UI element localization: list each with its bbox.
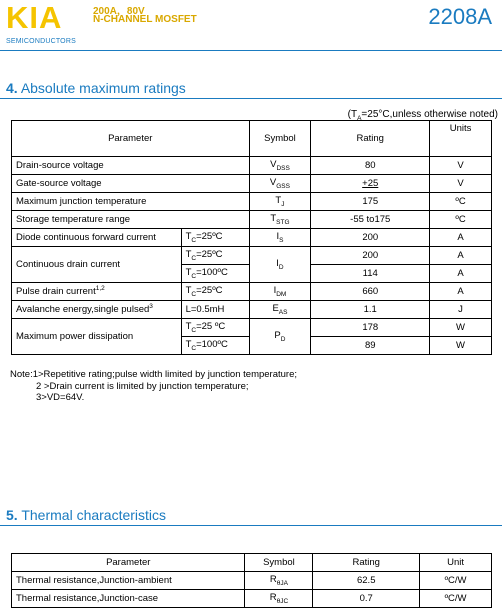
table-row: $T_C=100ºC$ 114 A bbox=[12, 265, 492, 283]
table-row: Diode continuous forward current $T_C=25ºC$ $I_S$ 200 A bbox=[12, 229, 492, 247]
absolute-max-ratings-table bbox=[11, 120, 492, 355]
note-3: 3>VD=64V. bbox=[36, 392, 85, 403]
part-number: 2208A bbox=[428, 4, 492, 29]
section4-number: 4. bbox=[6, 80, 18, 96]
section5-title-text: Thermal characteristics bbox=[21, 507, 167, 523]
header-device-type: N-CHANNEL MOSFET bbox=[93, 14, 197, 25]
table-row: Gate-source voltage $V_{GSS}$ +25 V bbox=[12, 175, 492, 193]
table-row: Avalanche energy,single pulsed$^3$ L=0.5mH $E_{AS}$ 1.1 J bbox=[12, 301, 492, 319]
section4-title-text: Absolute maximum ratings bbox=[20, 80, 186, 96]
table-row: Storage temperature range $T_{STG}$ -55 to175 ºC bbox=[12, 211, 492, 229]
page-header bbox=[0, 0, 502, 50]
table-notes bbox=[10, 369, 297, 404]
table-row: Maximum junction temperature $T_J$ 175 ºC bbox=[12, 193, 492, 211]
section4-divider bbox=[0, 98, 502, 99]
table-row: Maximum power dissipation $T_C=25$ ºC $P_D$ 178 W bbox=[12, 319, 492, 337]
table-row: Drain-source voltage $V_{DSS}$ 80 V bbox=[12, 157, 492, 175]
company-logo-subtitle: SEMICONDUCTORS bbox=[6, 38, 76, 45]
table-header-row bbox=[12, 121, 492, 157]
table-row: Thermal resistance,Junction-case $R_{\theta JC}$ 0.7 ºC/W bbox=[12, 590, 492, 608]
header-rating-summary: 200A，80V bbox=[93, 6, 145, 17]
section5-number: 5. bbox=[6, 507, 18, 523]
section5-title bbox=[6, 507, 166, 523]
table-row: $T_C=100ºC$ 89 W bbox=[12, 337, 492, 355]
table-row: Continuous drain current $T_C=25ºC$ $I_D$ 200 A bbox=[12, 247, 492, 265]
table-header-row: Parameter Symbol Rating Unit bbox=[12, 554, 492, 572]
table-row: Thermal resistance,Junction-ambient $R_{\theta JA}$ 62.5 ºC/W bbox=[12, 572, 492, 590]
header-rating: Rating bbox=[311, 121, 430, 157]
header-symbol: Symbol bbox=[249, 121, 311, 157]
header-divider bbox=[0, 50, 502, 51]
section4-title bbox=[6, 80, 186, 96]
header-parameter: Parameter bbox=[12, 121, 250, 157]
company-logo: KIA bbox=[6, 0, 63, 35]
conditions-note: ($T_A=25^\circ C,unless$ otherwise noted) bbox=[347, 109, 498, 122]
table-row: Pulse drain current$^{1,2}$ $T_C=25ºC$ $I_{DM}$ 660 A bbox=[12, 283, 492, 301]
note-1: Note:1>Repetitive rating;pulse width limited by junction temperature; bbox=[10, 369, 297, 380]
header-units: Units bbox=[430, 121, 492, 157]
note-2: 2 >Drain current is limited by junction temperature; bbox=[36, 380, 249, 392]
section5-divider bbox=[0, 525, 502, 526]
thermal-characteristics-table bbox=[11, 553, 492, 608]
